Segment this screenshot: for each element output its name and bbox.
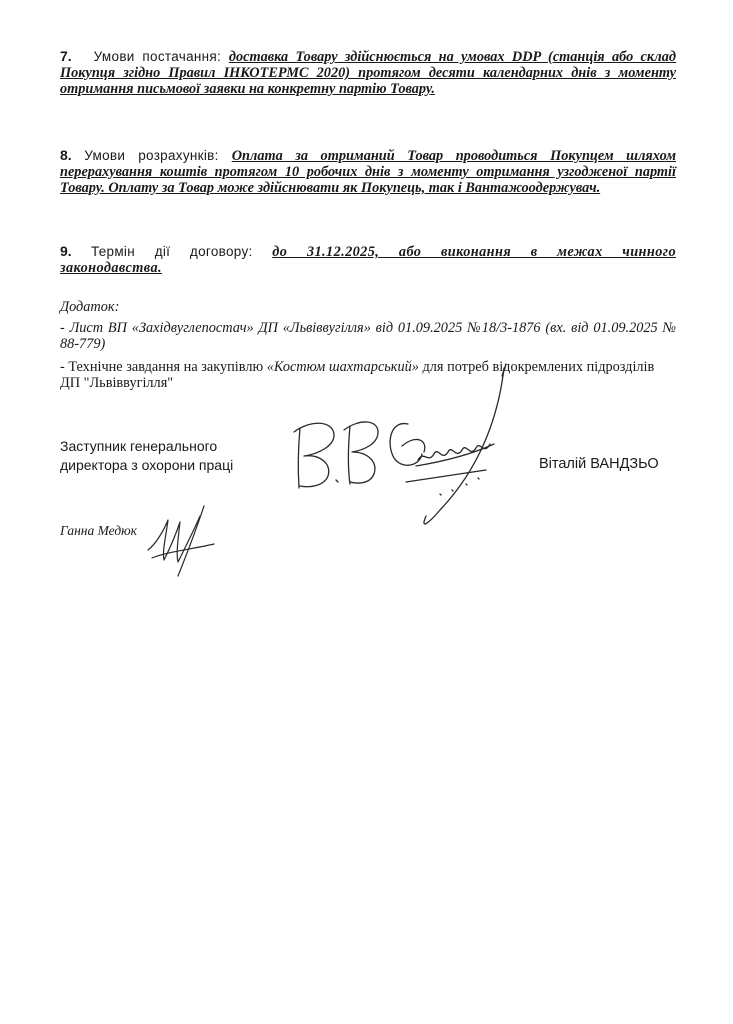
clause-number: 9. xyxy=(60,243,72,259)
clause-9 xyxy=(60,243,676,276)
signatory-position-line-2: директора з охорони праці xyxy=(60,457,234,473)
signatory-position xyxy=(60,437,233,475)
signatory-name: Віталій ВАНДЗЬО xyxy=(539,456,659,472)
executor-name: Ганна Медюк xyxy=(60,523,137,538)
attachment-item-1: - Лист ВП «Західвуглепостач» ДП «Львіввугілля» від 01.09.2025 №18/3-1876 (вх. від 01.09.2025 № 88-779) xyxy=(60,320,676,352)
attachments-title: Додаток: xyxy=(60,299,120,315)
signatory-position-line-1: Заступник генерального xyxy=(60,438,218,454)
director-signature xyxy=(290,360,520,535)
attachment-item-2-rest: для потреб відокремлених підрозділів ДП "Львіввугілля" xyxy=(60,359,655,391)
clause-number: 8. xyxy=(60,147,72,163)
clause-lead: Термін дії договору: xyxy=(90,244,273,259)
clause-lead: Умови розрахунків: xyxy=(84,148,232,163)
clause-value: до 31.12.2025, або виконання в межах чинного законодавства. xyxy=(60,244,677,276)
clause-value: доставка Товару здійснюється на умовах DDP (станція або склад Покупця згідно Правил ІНКОТЕРМС 2020) протягом десяти календарних днів з моменту отримання письмової заявки на конкретну партію Товару. xyxy=(60,49,676,97)
clause-number: 7. xyxy=(60,48,72,64)
clause-7 xyxy=(60,48,676,97)
attachment-item-2-prefix: - Технічне завдання на закупівлю xyxy=(60,359,267,375)
clause-8 xyxy=(60,147,676,196)
attachment-item-2-title: «Костюм шахтарський» xyxy=(266,359,419,375)
clause-lead: Умови постачання: xyxy=(93,49,229,64)
executor-signature xyxy=(142,500,222,580)
clause-value: Оплата за отриманий Товар проводиться Покупцем шляхом перерахування коштів протягом 10 робочих днів з моменту отримання узгодженої партії Товару. Оплату за Товар може здійснювати як Покупець, так і Вантажоодержувач. xyxy=(60,148,676,196)
